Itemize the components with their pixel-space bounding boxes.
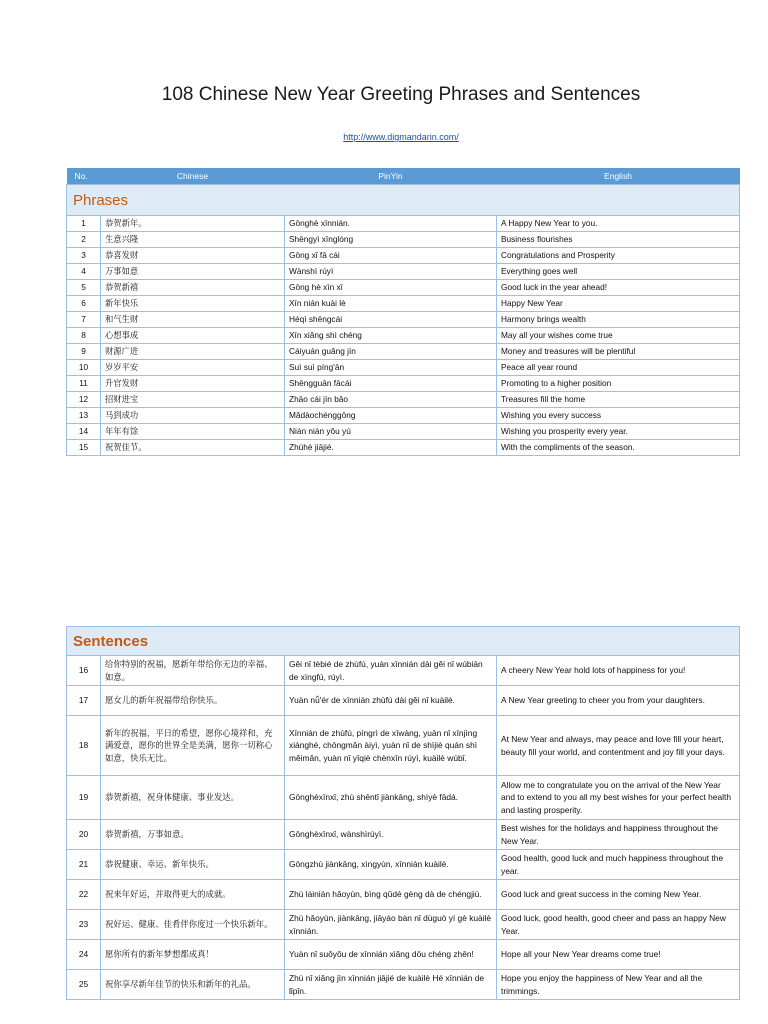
cell-no: 19 — [67, 776, 101, 820]
cell-pinyin: Cáiyuán guǎng jìn — [285, 344, 497, 360]
cell-english: Best wishes for the holidays and happiness throughout the New Year. — [497, 820, 740, 850]
table-row — [67, 232, 740, 248]
sentences-section-heading: Sentences — [67, 627, 740, 656]
cell-english: Harmony brings wealth — [497, 312, 740, 328]
cell-no: 5 — [67, 280, 101, 296]
cell-no: 6 — [67, 296, 101, 312]
header-row — [67, 168, 740, 185]
cell-no: 7 — [67, 312, 101, 328]
cell-pinyin: Gōng hè xīn xǐ — [285, 280, 497, 296]
cell-english: Wishing you every success — [497, 408, 740, 424]
table-row — [67, 360, 740, 376]
cell-no: 22 — [67, 880, 101, 910]
cell-english: Happy New Year — [497, 296, 740, 312]
cell-pinyin: Yuàn nǚ'ér de xīnnián zhùfú dài gěi nǐ kuàilè. — [285, 686, 497, 716]
table-row — [67, 940, 740, 970]
header-chinese: Chinese — [101, 168, 285, 185]
cell-chinese: 给你特别的祝福，愿新年带给你无边的幸福、如意。 — [101, 656, 285, 686]
header-english: English — [497, 168, 740, 185]
cell-no: 12 — [67, 392, 101, 408]
cell-english: Wishing you prosperity every year. — [497, 424, 740, 440]
table-row — [67, 296, 740, 312]
cell-no: 25 — [67, 970, 101, 1000]
sentences-table — [66, 626, 740, 1000]
cell-chinese: 恭贺新禧，祝身体健康、事业发达。 — [101, 776, 285, 820]
cell-chinese: 生意兴隆 — [101, 232, 285, 248]
cell-chinese: 恭祝健康、幸运、新年快乐。 — [101, 850, 285, 880]
table-row — [67, 970, 740, 1000]
cell-no: 11 — [67, 376, 101, 392]
table-row — [67, 820, 740, 850]
cell-no: 4 — [67, 264, 101, 280]
cell-pinyin: Xīn nián kuài lè — [285, 296, 497, 312]
cell-english: May all your wishes come true — [497, 328, 740, 344]
cell-pinyin: Zhù hǎoyùn, jiànkāng, jiāyáo bàn nǐ dùguò yí gè kuàilè xīnnián. — [285, 910, 497, 940]
cell-chinese: 恭贺新年。 — [101, 216, 285, 232]
page-title: 108 Chinese New Year Greeting Phrases and Sentences — [161, 84, 641, 105]
cell-english: Good luck and great success in the coming New Year. — [497, 880, 740, 910]
cell-english: With the compliments of the season. — [497, 440, 740, 456]
cell-english: Promoting to a higher position — [497, 376, 740, 392]
cell-pinyin: Gōnghè xīnnián. — [285, 216, 497, 232]
cell-pinyin: Héqì shēngcái — [285, 312, 497, 328]
phrases-table — [66, 168, 740, 456]
cell-english: A New Year greeting to cheer you from your daughters. — [497, 686, 740, 716]
cell-chinese: 愿女儿的新年祝福带给你快乐。 — [101, 686, 285, 716]
cell-english: Business flourishes — [497, 232, 740, 248]
table-row — [67, 850, 740, 880]
cell-no: 8 — [67, 328, 101, 344]
cell-no: 1 — [67, 216, 101, 232]
cell-no: 17 — [67, 686, 101, 716]
cell-chinese: 万事如意 — [101, 264, 285, 280]
cell-chinese: 祝你享尽新年佳节的快乐和新年的礼品。 — [101, 970, 285, 1000]
cell-pinyin: Shēngguān fācái — [285, 376, 497, 392]
table-row — [67, 716, 740, 776]
table-row — [67, 248, 740, 264]
cell-english: Peace all year round — [497, 360, 740, 376]
table-row — [67, 910, 740, 940]
cell-no: 14 — [67, 424, 101, 440]
cell-pinyin: Shēngyì xīnglóng — [285, 232, 497, 248]
cell-chinese: 招财进宝 — [101, 392, 285, 408]
cell-chinese: 和气生财 — [101, 312, 285, 328]
cell-english: Congratulations and Prosperity — [497, 248, 740, 264]
cell-no: 21 — [67, 850, 101, 880]
cell-no: 20 — [67, 820, 101, 850]
cell-pinyin: Xīnnián de zhùfú, píngrì de xīwàng, yuàn nǐ xīnjìng xiánghé, chōngmǎn àiyì, yuàn nǐ de shìjiè quán shì měimǎn, yuàn nǐ yīqiè chènxīn rúyì, kuàilè wúbǐ. — [285, 716, 497, 776]
table-row — [67, 392, 740, 408]
cell-english: A cheery New Year hold lots of happiness for you! — [497, 656, 740, 686]
table-row — [67, 216, 740, 232]
cell-chinese: 心想事成 — [101, 328, 285, 344]
cell-chinese: 财源广进 — [101, 344, 285, 360]
cell-pinyin: Gōnghèxīnxǐ, wànshìrúyì. — [285, 820, 497, 850]
cell-english: Allow me to congratulate you on the arrival of the New Year and to extend to you all my best wishes for your perfect health and lasting prosperity. — [497, 776, 740, 820]
cell-chinese: 马到成功 — [101, 408, 285, 424]
cell-english: Everything goes well — [497, 264, 740, 280]
cell-english: Money and treasures will be plentiful — [497, 344, 740, 360]
cell-english: Hope all your New Year dreams come true! — [497, 940, 740, 970]
cell-chinese: 恭贺新禧，万事如意。 — [101, 820, 285, 850]
cell-english: Good health, good luck and much happiness throughout the year. — [497, 850, 740, 880]
cell-pinyin: Zhāo cái jìn bǎo — [285, 392, 497, 408]
cell-chinese: 新年的祝福，平日的希望，愿你心境祥和，充满爱意，愿你的世界全是美满，愿你一切称心如意，快乐无比。 — [101, 716, 285, 776]
cell-pinyin: Yuàn nǐ suǒyǒu de xīnnián xiǎng dōu chéng zhēn! — [285, 940, 497, 970]
cell-pinyin: Zhù nǐ xiǎng jìn xīnnián jiājié de kuàilè Hé xīnnián de lǐpǐn. — [285, 970, 497, 1000]
cell-chinese: 祝好运、健康、佳肴伴你度过一个快乐新年。 — [101, 910, 285, 940]
cell-no: 13 — [67, 408, 101, 424]
table-row — [67, 328, 740, 344]
cell-pinyin: Zhùhè jiājié. — [285, 440, 497, 456]
cell-english: Good luck, good health, good cheer and pass an happy New Year. — [497, 910, 740, 940]
cell-pinyin: Zhù láinián hǎoyùn, bìng qǔdé gèng dà de chéngjiù. — [285, 880, 497, 910]
table-row — [67, 686, 740, 716]
cell-pinyin: Wànshì rúyì — [285, 264, 497, 280]
cell-english: Hope you enjoy the happiness of New Year and all the trimmings. — [497, 970, 740, 1000]
table-row — [67, 656, 740, 686]
table-row — [67, 424, 740, 440]
cell-pinyin: Gōng xǐ fā cái — [285, 248, 497, 264]
cell-chinese: 恭贺新禧 — [101, 280, 285, 296]
table-row — [67, 440, 740, 456]
cell-pinyin: Xīn xiǎng shì chéng — [285, 328, 497, 344]
cell-pinyin: Mǎdàochénggōng — [285, 408, 497, 424]
website-link[interactable]: http://www.digmandarin.com/ — [343, 132, 459, 142]
header-pinyin: PinYin — [285, 168, 497, 185]
cell-english: A Happy New Year to you. — [497, 216, 740, 232]
cell-no: 15 — [67, 440, 101, 456]
table-row — [67, 312, 740, 328]
cell-no: 10 — [67, 360, 101, 376]
cell-pinyin: Nián nián yǒu yú — [285, 424, 497, 440]
cell-no: 24 — [67, 940, 101, 970]
cell-english: Good luck in the year ahead! — [497, 280, 740, 296]
cell-no: 23 — [67, 910, 101, 940]
section-row — [67, 185, 740, 216]
table-row — [67, 344, 740, 360]
cell-pinyin: Gěi nǐ tèbié de zhùfú, yuàn xīnnián dài gěi nǐ wúbiān de xìngfú, rúyì. — [285, 656, 497, 686]
cell-english: Treasures fill the home — [497, 392, 740, 408]
section-row — [67, 627, 740, 656]
header-no: No. — [67, 168, 101, 185]
cell-pinyin: Suì suì píng'ān — [285, 360, 497, 376]
cell-chinese: 升官发财 — [101, 376, 285, 392]
cell-pinyin: Gōngzhù jiànkāng, xìngyùn, xīnnián kuàilè. — [285, 850, 497, 880]
cell-pinyin: Gōnghèxīnxǐ, zhù shēntǐ jiànkāng, shìyè fādá. — [285, 776, 497, 820]
cell-chinese: 愿你所有的新年梦想都成真！ — [101, 940, 285, 970]
cell-chinese: 新年快乐 — [101, 296, 285, 312]
cell-english: At New Year and always, may peace and love fill your heart, beauty fill your world, and contentment and joy fill your days. — [497, 716, 740, 776]
table-row — [67, 280, 740, 296]
cell-chinese: 年年有馀 — [101, 424, 285, 440]
cell-no: 16 — [67, 656, 101, 686]
table-row — [67, 376, 740, 392]
phrases-section-heading: Phrases — [67, 185, 740, 216]
table-row — [67, 776, 740, 820]
cell-no: 9 — [67, 344, 101, 360]
cell-no: 2 — [67, 232, 101, 248]
cell-chinese: 祝贺佳节。 — [101, 440, 285, 456]
table-row — [67, 264, 740, 280]
cell-chinese: 祝来年好运，并取得更大的成就。 — [101, 880, 285, 910]
cell-chinese: 岁岁平安 — [101, 360, 285, 376]
table-row — [67, 408, 740, 424]
cell-no: 18 — [67, 716, 101, 776]
cell-chinese: 恭喜发财 — [101, 248, 285, 264]
table-row — [67, 880, 740, 910]
cell-no: 3 — [67, 248, 101, 264]
